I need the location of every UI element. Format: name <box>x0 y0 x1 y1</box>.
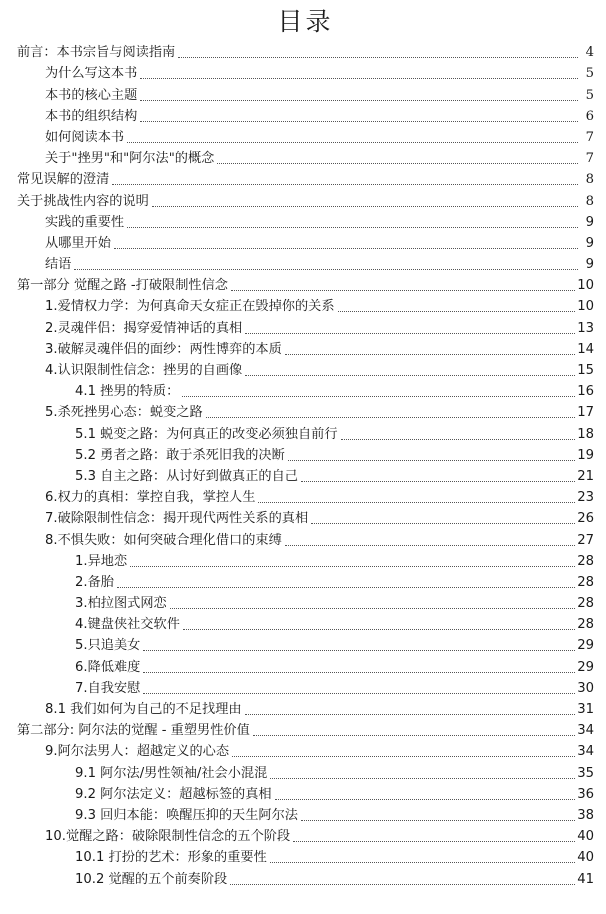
toc-entry[interactable] <box>17 338 594 359</box>
toc-entry-label: 10.1 打扮的艺术：形象的重要性 <box>75 850 267 866</box>
dot-leader <box>230 884 575 885</box>
dot-leader <box>140 121 578 122</box>
toc-entry[interactable] <box>17 401 594 422</box>
toc-entry-label: 5.杀死挫男心态：蜕变之路 <box>45 405 203 421</box>
toc-entry[interactable] <box>17 867 594 888</box>
dot-leader <box>182 396 575 397</box>
toc-entry-label: 前言：本书宗旨与阅读指南 <box>17 45 176 61</box>
toc-entry[interactable] <box>17 380 594 401</box>
toc-entry-label: 结语 <box>45 257 72 273</box>
toc-entry-page-number: 31 <box>577 702 594 717</box>
toc-entry[interactable] <box>17 274 594 295</box>
toc-entry[interactable] <box>17 105 594 126</box>
dot-leader <box>275 799 576 800</box>
toc-entry-page-number: 4 <box>585 45 594 61</box>
toc-entry-page-number: 38 <box>577 807 594 823</box>
toc-list <box>17 41 594 889</box>
toc-entry-label: 1.异地恋 <box>75 553 128 569</box>
toc-entry-label: 2.备胎 <box>75 574 114 590</box>
toc-entry-label: 关于"挫男"和"阿尔法"的概念 <box>45 151 215 167</box>
toc-entry-page-number: 36 <box>577 786 594 802</box>
dot-leader <box>245 714 576 715</box>
toc-entry-page-number: 7 <box>585 151 594 167</box>
toc-entry-page-number: 15 <box>577 363 594 378</box>
toc-entry-page-number: 23 <box>577 490 594 506</box>
toc-entry[interactable] <box>17 359 594 380</box>
dot-leader <box>245 333 575 334</box>
dot-leader <box>231 290 575 291</box>
toc-entry-page-number: 9 <box>585 235 594 251</box>
toc-entry-label: 10.2 觉醒的五个前奏阶段 <box>75 871 228 887</box>
toc-entry-page-number: 40 <box>577 829 594 845</box>
toc-entry-label: 如何阅读本书 <box>45 129 125 145</box>
toc-entry-page-number: 40 <box>577 850 594 866</box>
dot-leader <box>114 248 578 249</box>
toc-entry-page-number: 8 <box>585 193 594 209</box>
dot-leader <box>232 756 575 757</box>
toc-entry-page-number: 9 <box>585 257 594 273</box>
dot-leader <box>270 862 575 863</box>
dot-leader <box>127 142 578 143</box>
toc-entry-page-number: 10 <box>577 278 594 294</box>
toc-entry-label: 10.觉醒之路：破除限制性信念的五个阶段 <box>45 829 291 845</box>
dot-leader <box>74 269 578 270</box>
toc-entry[interactable] <box>17 592 594 613</box>
toc-entry[interactable] <box>17 719 594 740</box>
toc-entry[interactable] <box>17 316 594 337</box>
toc-entry-page-number: 16 <box>577 384 594 400</box>
dot-leader <box>143 650 575 651</box>
dot-leader <box>143 693 575 694</box>
dot-leader <box>285 545 575 546</box>
toc-entry-label: 5.3 自主之路：从讨好到做真正的自己 <box>75 468 298 484</box>
dot-leader <box>117 587 575 588</box>
toc-entry-label: 本书的核心主题 <box>45 87 138 103</box>
toc-entry-label: 6.降低难度 <box>75 659 141 675</box>
toc-entry-label: 8.1 我们如何为自己的不足找理由 <box>45 702 242 717</box>
toc-entry-page-number: 26 <box>577 511 594 527</box>
toc-entry-page-number: 19 <box>577 447 594 463</box>
toc-entry[interactable] <box>17 740 594 761</box>
toc-entry-label: 本书的组织结构 <box>45 108 138 124</box>
toc-entry-label: 为什么写这本书 <box>45 66 138 82</box>
toc-entry[interactable] <box>17 571 594 592</box>
toc-entry-label: 9.阿尔法男人：超越定义的心态 <box>45 744 230 760</box>
toc-entry-label: 从哪里开始 <box>45 235 111 251</box>
dot-leader <box>152 206 578 207</box>
dot-leader <box>258 502 575 503</box>
toc-entry-page-number: 30 <box>577 680 594 696</box>
toc-entry-page-number: 21 <box>577 468 594 484</box>
toc-entry[interactable] <box>17 825 594 846</box>
toc-entry[interactable] <box>17 655 594 676</box>
toc-entry-page-number: 5 <box>585 66 594 82</box>
toc-entry[interactable] <box>17 486 594 507</box>
toc-entry[interactable] <box>17 232 594 253</box>
dot-leader <box>288 460 575 461</box>
toc-entry-page-number: 29 <box>577 659 594 675</box>
toc-entry-page-number: 8 <box>585 172 594 188</box>
dot-leader <box>293 841 575 842</box>
dot-leader <box>112 184 578 185</box>
toc-entry[interactable] <box>17 550 594 571</box>
toc-entry[interactable] <box>17 41 594 62</box>
dot-leader <box>253 735 575 736</box>
toc-entry-label: 4.认识限制性信念：挫男的自画像 <box>45 363 243 378</box>
toc-entry-label: 常见误解的澄清 <box>17 172 110 188</box>
toc-entry[interactable] <box>17 783 594 804</box>
dot-leader <box>285 354 575 355</box>
dot-leader <box>338 311 576 312</box>
toc-entry[interactable] <box>17 422 594 443</box>
dot-leader <box>140 100 578 101</box>
toc-entry-page-number: 6 <box>585 108 594 124</box>
toc-entry-page-number: 28 <box>577 553 594 569</box>
toc-entry[interactable] <box>17 507 594 528</box>
toc-entry[interactable] <box>17 677 594 698</box>
toc-entry[interactable] <box>17 168 594 189</box>
toc-entry[interactable] <box>17 528 594 549</box>
dot-leader <box>311 523 575 524</box>
toc-entry[interactable] <box>17 189 594 210</box>
toc-entry-page-number: 34 <box>577 744 594 760</box>
toc-entry-label: 9.3 回归本能：唤醒压抑的天生阿尔法 <box>75 807 298 823</box>
toc-entry-page-number: 28 <box>577 596 594 612</box>
toc-entry-page-number: 10 <box>577 299 594 315</box>
toc-entry-page-number: 5 <box>585 87 594 103</box>
toc-entry-label: 5.1 蜕变之路：为何真正的改变必须独自前行 <box>75 426 338 442</box>
dot-leader <box>170 608 576 609</box>
toc-entry-label: 5.只追美女 <box>75 638 141 654</box>
dot-leader <box>183 629 575 630</box>
dot-leader <box>178 57 578 58</box>
toc-entry[interactable] <box>17 698 594 719</box>
toc-entry-label: 实践的重要性 <box>45 214 125 230</box>
toc-entry-page-number: 7 <box>585 129 594 145</box>
toc-entry-page-number: 17 <box>577 405 594 421</box>
toc-entry[interactable] <box>17 444 594 465</box>
toc-entry[interactable] <box>17 804 594 825</box>
toc-entry-label: 9.2 阿尔法定义：超越标签的真相 <box>75 786 272 802</box>
toc-entry-label: 6.权力的真相：掌控自我，掌控人生 <box>45 490 256 506</box>
toc-entry[interactable] <box>17 211 594 232</box>
toc-entry-label: 关于挑战性内容的说明 <box>17 193 149 209</box>
toc-entry-page-number: 28 <box>577 617 594 633</box>
toc-entry[interactable] <box>17 295 594 316</box>
toc-entry-label: 9.1 阿尔法/男性领袖/社会小混混 <box>75 765 268 781</box>
toc-entry-page-number: 18 <box>577 426 594 442</box>
toc-entry-page-number: 27 <box>577 532 594 548</box>
toc-entry-page-number: 41 <box>577 871 594 887</box>
dot-leader <box>217 163 578 164</box>
toc-entry[interactable] <box>17 126 594 147</box>
toc-entry[interactable] <box>17 761 594 782</box>
toc-entry[interactable] <box>17 147 594 168</box>
toc-entry[interactable] <box>17 83 594 104</box>
dot-leader <box>127 227 578 228</box>
dot-leader <box>143 672 575 673</box>
toc-entry-label: 8.不惧失败：如何突破合理化借口的束缚 <box>45 532 282 548</box>
toc-entry-page-number: 28 <box>577 574 594 590</box>
toc-entry-page-number: 14 <box>577 341 594 357</box>
toc-entry-label: 第二部分: 阿尔法的觉醒 - 重塑男性价值 <box>17 723 250 739</box>
toc-entry-label: 2.灵魂伴侣：揭穿爱情神话的真相 <box>45 320 243 336</box>
toc-entry[interactable] <box>17 62 594 83</box>
dot-leader <box>341 439 576 440</box>
toc-entry-label: 7.自我安慰 <box>75 680 141 696</box>
dot-leader <box>140 78 578 79</box>
toc-entry-page-number: 29 <box>577 638 594 654</box>
toc-entry[interactable] <box>17 465 594 486</box>
dot-leader <box>206 417 576 418</box>
toc-entry-label: 3.柏拉图式网恋 <box>75 596 167 612</box>
toc-entry[interactable] <box>17 253 594 274</box>
dot-leader <box>301 820 575 821</box>
toc-entry-label: 1.爱情权力学：为何真命天女症正在毁掉你的关系 <box>45 299 335 315</box>
toc-entry[interactable] <box>17 613 594 634</box>
toc-entry-label: 4.1 挫男的特质： <box>75 384 180 400</box>
toc-title: 目录 <box>277 7 334 36</box>
toc-entry[interactable] <box>17 634 594 655</box>
toc-entry[interactable] <box>17 846 594 867</box>
dot-leader <box>245 375 575 376</box>
dot-leader <box>270 778 575 779</box>
toc-entry-label: 7.破除限制性信念：揭开现代两性关系的真相 <box>45 511 309 527</box>
toc-entry-page-number: 13 <box>577 320 594 336</box>
toc-entry-label: 3.破解灵魂伴侣的面纱：两性博弈的本质 <box>45 341 282 357</box>
dot-leader <box>301 481 575 482</box>
toc-entry-page-number: 35 <box>577 765 594 781</box>
dot-leader <box>130 566 575 567</box>
toc-entry-page-number: 34 <box>577 723 594 739</box>
toc-entry-label: 4.键盘侠社交软件 <box>75 617 180 633</box>
toc-entry-label: 第一部分 觉醒之路 -打破限制性信念 <box>17 278 228 294</box>
toc-entry-page-number: 9 <box>585 214 594 230</box>
toc-entry-label: 5.2 勇者之路：敢于杀死旧我的决断 <box>75 447 285 463</box>
